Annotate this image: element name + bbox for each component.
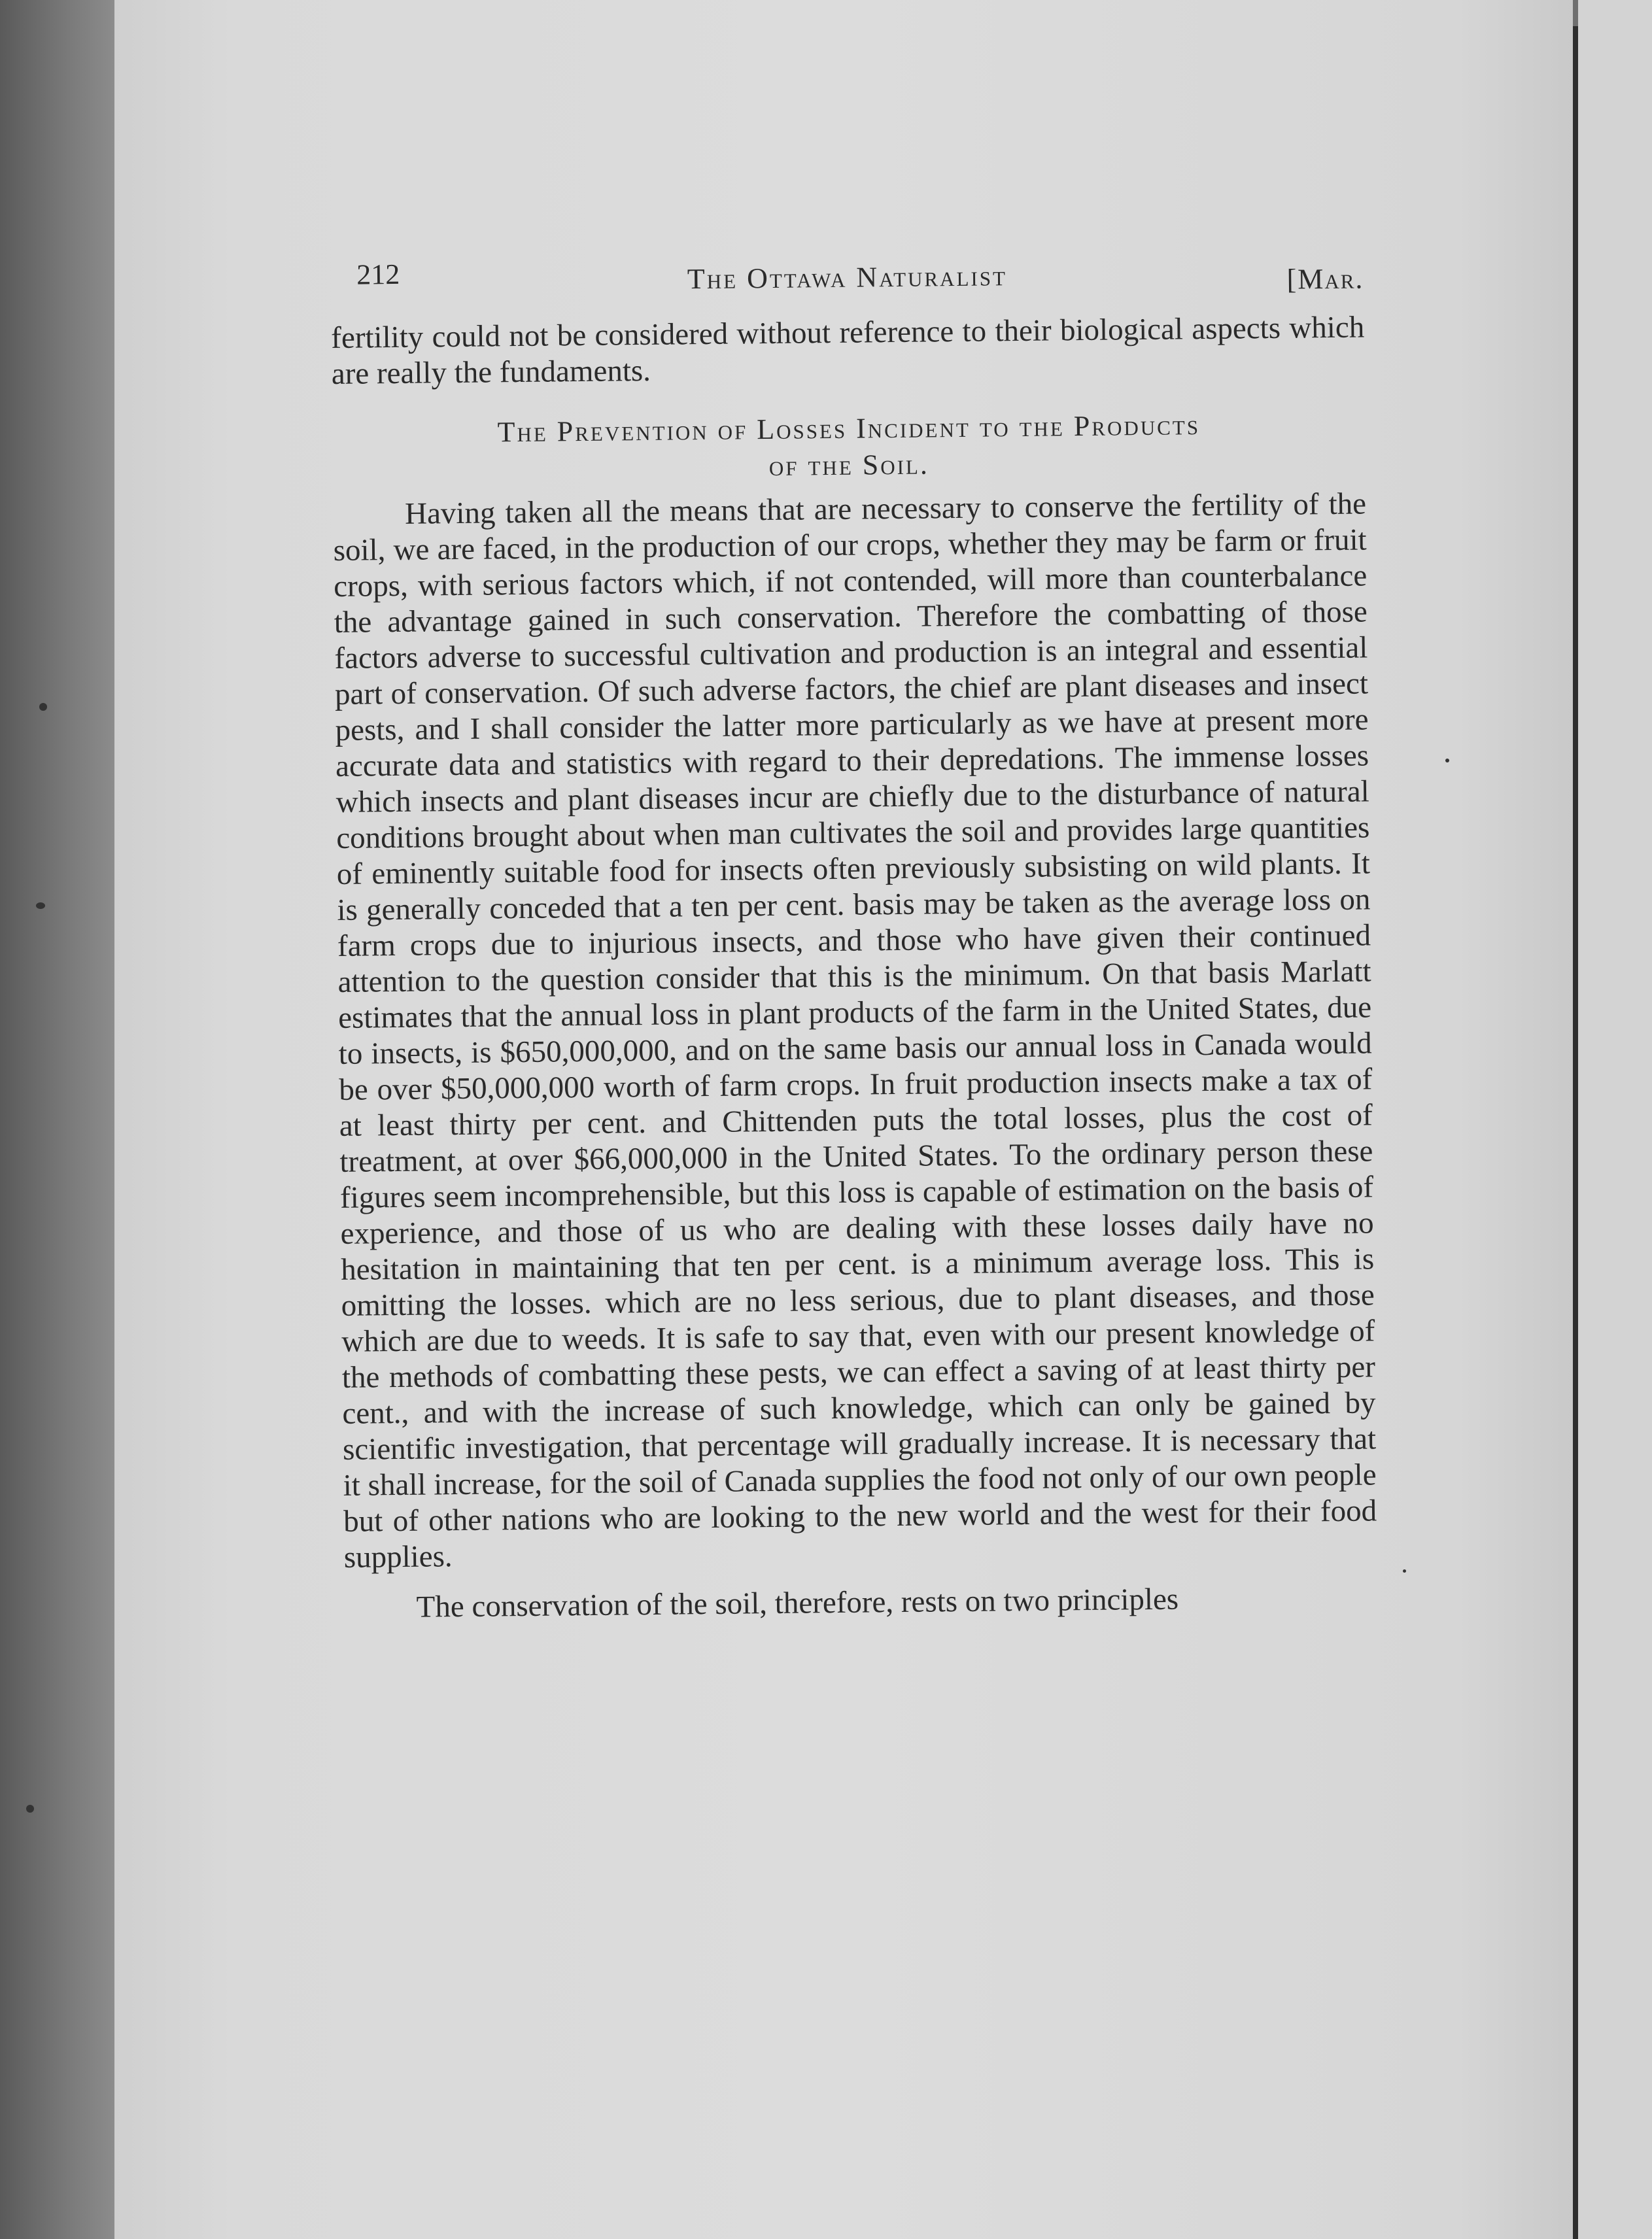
page-number: 212: [356, 258, 400, 291]
scan-speck: [39, 703, 47, 711]
page-gutter: [1573, 26, 1578, 2239]
section-heading: The Prevention of Losses Incident to the Products of the Soil.: [497, 409, 1201, 482]
adjacent-page-edge: [1578, 0, 1652, 2239]
scan-speck: [1445, 759, 1449, 762]
running-month: [Mar.: [1286, 262, 1364, 296]
scan-speck: [36, 902, 45, 909]
scan-left-edge: [0, 0, 114, 2239]
continuation-paragraph: fertility could not be considered without reference to their biological aspects which are really the fundaments.: [331, 310, 1365, 391]
running-title: The Ottawa Naturalist: [687, 260, 1008, 296]
body-paragraph-start: The conservation of the soil, therefore, rests on two principles: [416, 1582, 1179, 1624]
running-header: [330, 247, 1364, 320]
body-paragraph: Having taken all the means that are necessary to conserve the fertility of the soil, we are faced, in the production of our crops, whether they may be farm or fruit crops, with serious factors which, if not contended, will more than counterbalance the advantage gained in such conservation. Therefore the combatting of those factors adverse to successful cultivation and production is an integral and essential part of conservation. Of such adverse factors, the chief are plant diseases and insect pests, and I shall consider the latter more particularly as we have at present more accurate data and statistics with regard to their depredations. The immense losses which insects and plant diseases incur are chiefly due to the disturbance of natural conditions brought about when man cultivates the soil and provides large quantities of eminently suitable food for insects often previously subsisting on wild plants. It is generally conceded that a ten per cent. basis may be taken as the average loss on farm crops due to injurious insects, and those who have given their continued attention to the question consider that this is the minimum. On that basis Marlatt estimates that the annual loss in plant products of the farm in the United States, due to insects, is $650,000,000, and on the same basis our annual loss in Canada would be over $50,000,000 worth of farm crops. In fruit production insects make a tax of at least thirty per cent. and Chittenden puts the total losses, plus the cost of treatment, at over $66,000,000 in the United States. To the ordinary person these figures seem incomprehensible, but this loss is capable of estimation on the basis of experience, and those of us who are dealing with these losses daily have no hesitation in maintaining that ten per cent. is a minimum average loss. This is omitting the losses. which are no less serious, due to plant diseases, and those which are due to weeds. It is safe to say that, even with our present knowledge of the methods of combatting these pests, we can effect a saving of at least thirty per cent., and with the increase of such knowledge, which can only be gained by scientific investigation, that percentage will gradually increase. It is necessary that it shall increase, for the soil of Canada supplies the food not only of our own people but of other nations who are looking to the new world and the west for their food supplies.: [333, 487, 1377, 1575]
scan-speck: [1403, 1569, 1406, 1573]
scan-speck: [26, 1805, 34, 1813]
page-text: [330, 247, 1378, 1626]
